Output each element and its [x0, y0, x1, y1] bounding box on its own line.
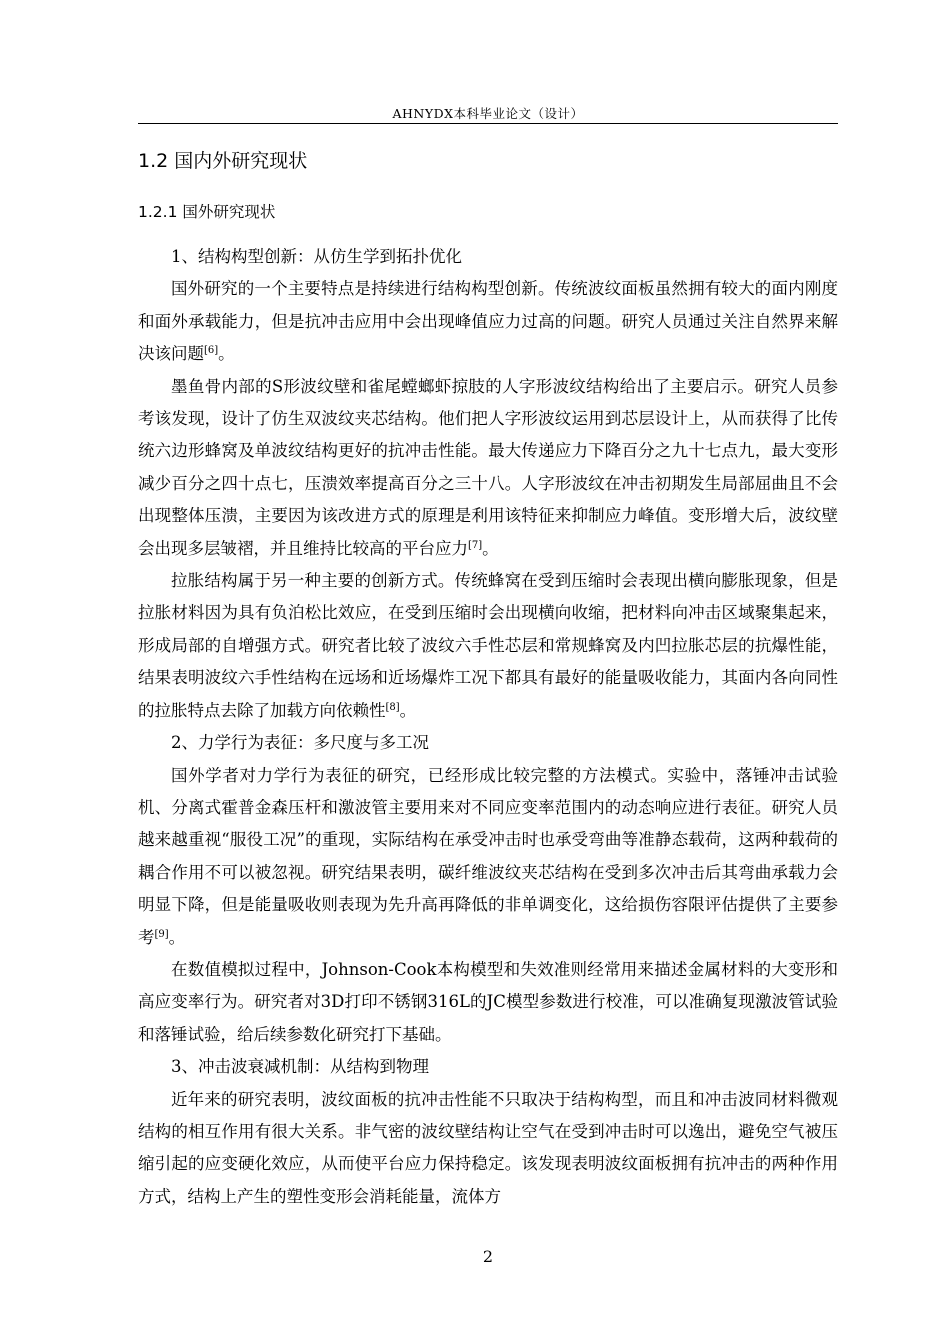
page-number: 2	[482, 1247, 494, 1266]
paragraph	[138, 760, 838, 954]
paragraph-text: 墨鱼骨内部的S形波纹壁和雀尾螳螂虾掠肢的人字形波纹结构给出了主要启示。研究人员参考该发现，设计了仿生双波纹夹芯结构。他们把人字形波纹运用到芯层设计上，从而获得了比传统六边形蜂窝及单波纹结构更好的抗冲击性能。最大传递应力下降百分之九十七点九，最大变形减少百分之四十点七，压溃效率提高百分之三十八。人字形波纹在冲击初期发生局部屈曲且不会出现整体压溃，主要因为该改进方式的原理是利用该特征来抑制应力峰值。变形增大后，波纹壁会出现多层皱褶，并且维持比较高的平台应力	[138, 376, 838, 558]
paragraph-text: 拉胀结构属于另一种主要的创新方式。传统蜂窝在受到压缩时会表现出横向膨胀现象，但是拉胀材料因为具有负泊松比效应，在受到压缩时会出现横向收缩，把材料向冲击区域聚集起来，形成局部的自增强方式。研究者比较了波纹六手性芯层和常规蜂窝及内凹拉胀芯层的抗爆性能，结果表明波纹六手性结构在远场和近场爆炸工况下都具有最好的能量吸收能力，其面内各向同性的拉胀特点去除了加载方向依赖性	[138, 571, 838, 720]
numbered-heading-mechanical-characterization: 2、力学行为表征：多尺度与多工况	[171, 733, 429, 753]
header-rule	[138, 123, 838, 124]
body-text	[138, 241, 838, 1213]
citation-ref: [7]	[468, 539, 483, 551]
numbered-heading-shockwave-attenuation: 3、冲击波衰减机制：从结构到物理	[171, 1057, 429, 1077]
paragraph-text: 国外学者对力学行为表征的研究，已经形成比较完整的方法模式。实验中，落锤冲击试验机、分离式霍普金森压杆和激波管主要用来对不同应变率范围内的动态响应进行表征。研究人员越来越重视“服役工况”的重现，实际结构在承受冲击时也承受弯曲等准静态载荷，这两种载荷的耦合作用不可以被忽视。研究结果表明，碳纤维波纹夹芯结构在受到多次冲击后其弯曲承载力会明显下降，但是能量吸收则表现为先升高再降低的非单调变化，这给损伤容限评估提供了主要参考	[138, 765, 838, 947]
paragraph	[138, 273, 838, 370]
paragraph	[138, 565, 838, 727]
citation-ref: [8]	[385, 701, 400, 713]
paragraph-end: 。	[218, 344, 235, 364]
numbered-heading-structure-innovation: 1、结构构型创新：从仿生学到拓扑优化	[171, 247, 462, 266]
paragraph-text: 国外研究的一个主要特点是持续进行结构构型创新。传统波纹面板虽然拥有较大的面内刚度和面外承载能力，但是抗冲击应用中会出现峰值应力过高的问题。研究人员通过关注自然界来解决该问题	[138, 279, 838, 364]
paragraph-end: 。	[482, 538, 499, 558]
paragraph	[138, 371, 838, 565]
paragraph: 在数值模拟过程中，Johnson-Cook本构模型和失效准则经常用来描述金属材料的大变形和高应变率行为。研究者对3D打印不锈钢316L的JC模型参数进行校准，可以准确复现激波管试验和落锤试验，给后续参数化研究打下基础。	[138, 959, 838, 1044]
paragraph-end: 。	[399, 700, 417, 720]
citation-ref: [6]	[204, 345, 219, 357]
section-heading: 1.2 国内外研究现状	[138, 150, 308, 172]
subsection-heading: 1.2.1 国外研究现状	[138, 203, 276, 221]
running-header: AHNYDX本科毕业论文（设计）	[392, 106, 584, 121]
citation-ref: [9]	[154, 928, 169, 940]
paragraph-end: 。	[168, 927, 186, 947]
paragraph: 近年来的研究表明，波纹面板的抗冲击性能不只取决于结构构型，而且和冲击波同材料微观结构的相互作用有很大关系。非气密的波纹壁结构让空气在受到冲击时可以逸出，避免空气被压缩引起的应变硬化效应，从而使平台应力保持稳定。该发现表明波纹面板拥有抗冲击的两种作用方式，结构上产生的塑性变形会消耗能量，流体方	[138, 1089, 838, 1206]
